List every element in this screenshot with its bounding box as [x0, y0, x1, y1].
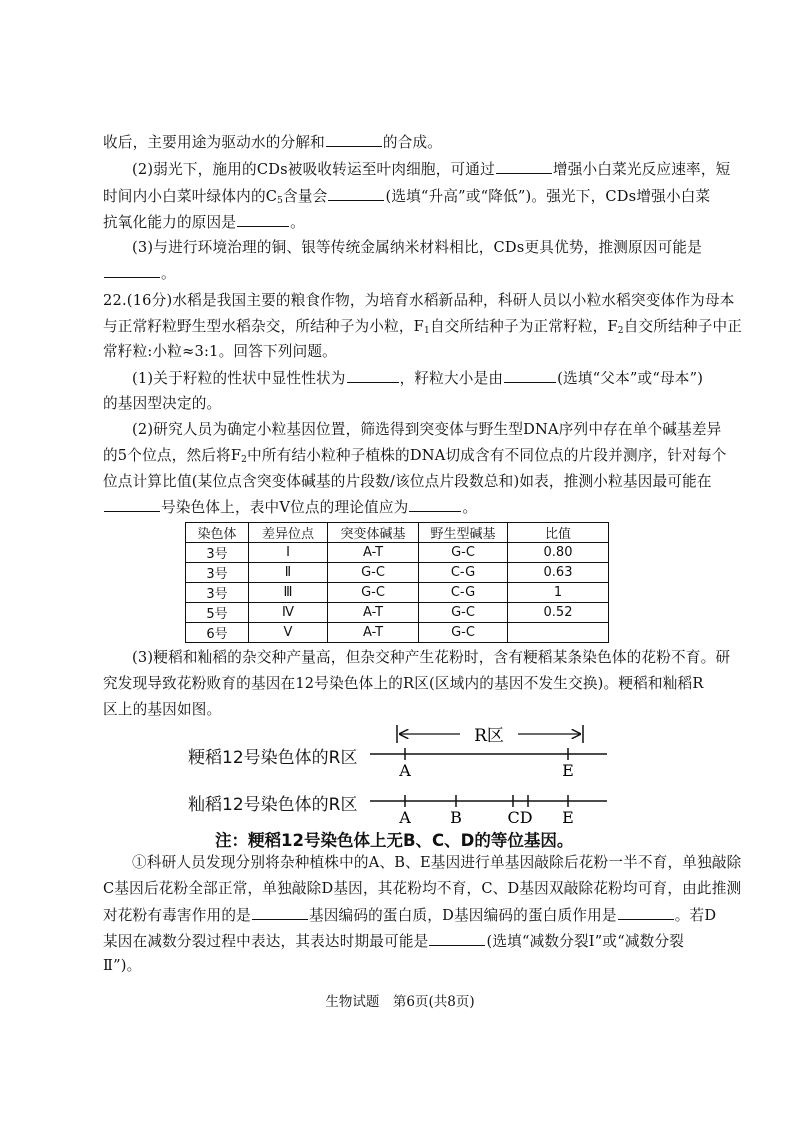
- text-line: 的5个位点，然后将$F_2$中所有结小粒种子植株的DNA切成含有不同位点的片段并测序，针对每个: [103, 447, 727, 465]
- table-cell: 3号: [186, 543, 249, 563]
- table-row: [186, 543, 609, 563]
- table-cell: G-C: [328, 583, 419, 603]
- answer-blank[interactable]: [252, 905, 308, 920]
- table-cell: 0.52: [508, 603, 609, 623]
- table-row: [186, 603, 609, 623]
- text-line: (3)粳稻和籼稻的杂交种产量高，但杂交种产生花粉时，含有粳稻某条染色体的花粉不育。研: [132, 649, 731, 666]
- table-cell: 0.80: [508, 543, 609, 563]
- indica-gene-a: A: [399, 808, 411, 827]
- text-line: (2)研究人员为确定小粒基因位置，筛选得到突变体与野生型DNA序列中存在单个碱基差异: [132, 421, 722, 438]
- text-line: (1)关于籽粒的性状中显性性状为 ，籽粒大小是由 (选填“父本”或“母本”): [132, 370, 704, 387]
- question-22-heading: 22.(16分)水稻是我国主要的粮食作物，为培育水稻新品种，科研人员以小粒水稻突变体作为母本: [103, 292, 735, 309]
- table-cell: 1: [508, 583, 609, 603]
- text-line: 位点计算比值(某位点含突变体碱基的片段数/该位点片段数总和)如表，推测小粒基因最可能在: [103, 473, 712, 490]
- text-line: 与正常籽粒野生型水稻杂交，所结种子为小粒，$F_1$自交所结种子为正常籽粒，$F_2$自交所结种子中正: [103, 318, 743, 336]
- japonica-gene-e: E: [562, 761, 574, 780]
- answer-blank[interactable]: [326, 132, 382, 147]
- text-line: 抗氧化能力的原因是 。: [103, 214, 305, 231]
- answer-blank[interactable]: [104, 497, 160, 512]
- table-cell: G-C: [419, 543, 508, 563]
- table-cell: C-G: [419, 563, 508, 583]
- japonica-label: 粳稻12号染色体的R区: [188, 748, 358, 768]
- table-cell: G-C: [328, 563, 419, 583]
- text-line: 对花粉有毒害作用的是 基因编码的蛋白质，D基因编码的蛋白质作用是 。若D: [103, 907, 717, 924]
- japonica-gene-a: A: [399, 761, 411, 780]
- text-line: 。: [103, 263, 699, 284]
- table-cell-blank: [508, 623, 609, 643]
- text-line: 收后，主要用途为驱动水的分解和 的合成。: [103, 134, 443, 151]
- text-line: C基因后花粉全部正常，单独敲除D基因，其花粉均不育，C、D基因双敲除花粉均可育，由此推测: [103, 880, 742, 897]
- text-line: 区上的基因如图。: [103, 701, 222, 718]
- text-line: 某因在减数分裂过程中表达，其表达时期最可能是 (选填“减数分裂Ⅰ”或“减数分裂: [103, 933, 685, 950]
- text-line: (3)与进行环境治理的铜、银等传统金属纳米材料相比，CDs更具优势，推测原因可能是: [132, 239, 703, 256]
- answer-blank[interactable]: [496, 159, 552, 174]
- table-cell: Ⅲ: [249, 583, 328, 603]
- indica-label: 籼稻12号染色体的R区: [188, 795, 358, 815]
- text-line: 的基因型决定的。: [103, 395, 222, 412]
- table-header: 突变体碱基: [328, 523, 419, 543]
- table-cell: Ⅴ: [249, 623, 328, 643]
- text-line: 时间内小白菜叶绿体内的$C_5$含量会 (选填“升高”或“降低”)。强光下，CDs增强小白菜: [103, 188, 711, 206]
- table-header: 差异位点: [249, 523, 328, 543]
- answer-blank[interactable]: [328, 186, 384, 201]
- indica-gene-b: B: [450, 808, 462, 827]
- table-cell: A-T: [328, 603, 419, 623]
- text-line: 常籽粒:小粒≈3:1。回答下列问题。: [103, 343, 337, 360]
- table-row: [186, 563, 609, 583]
- answer-blank[interactable]: [409, 497, 461, 512]
- table-cell: 5号: [186, 603, 249, 623]
- text-line: 号染色体上，表中V位点的理论值应为 。: [103, 497, 699, 518]
- table-cell: 6号: [186, 623, 249, 643]
- answer-blank[interactable]: [237, 212, 289, 227]
- answer-blank[interactable]: [504, 368, 556, 383]
- table-cell: A-T: [328, 543, 419, 563]
- table-header: 染色体: [186, 523, 249, 543]
- table-cell: 0.63: [508, 563, 609, 583]
- table-cell: Ⅱ: [249, 563, 328, 583]
- table-cell: 3号: [186, 583, 249, 603]
- table-header: 野生型碱基: [419, 523, 508, 543]
- table-cell: C-G: [419, 583, 508, 603]
- table-cell: Ⅳ: [249, 603, 328, 623]
- text-line: (2)弱光下，施用的CDs被吸收转运至叶肉细胞，可通过 增强小白菜光反应速率，短: [132, 161, 731, 178]
- region-label: R区: [474, 726, 504, 746]
- indica-gene-cd: CD: [507, 808, 533, 827]
- table-cell: A-T: [328, 623, 419, 643]
- text-line: Ⅱ”)。: [103, 957, 142, 974]
- table-row: [186, 583, 609, 603]
- table-header-row: [186, 523, 609, 543]
- table-cell: 3号: [186, 563, 249, 583]
- answer-blank[interactable]: [618, 905, 674, 920]
- table-cell: G-C: [419, 603, 508, 623]
- answer-blank[interactable]: [104, 263, 160, 278]
- table-header: 比值: [508, 523, 609, 543]
- answer-blank[interactable]: [429, 931, 485, 946]
- text-line: ①科研人员发现分别将杂种植株中的A、B、E基因进行单基因敲除后花粉一半不育，单独敲除: [132, 854, 742, 871]
- table-cell: G-C: [419, 623, 508, 643]
- table-cell: Ⅰ: [249, 543, 328, 563]
- answer-blank[interactable]: [347, 368, 399, 383]
- text-line: 究发现导致花粉败育的基因在12号染色体上的R区(区域内的基因不发生交换)。粳稻和籼稻R: [103, 675, 704, 692]
- page-footer: 生物试题 第6页(共8页): [325, 994, 475, 1010]
- indica-gene-e: E: [562, 808, 574, 827]
- diagram-note: 注：粳稻12号染色体上无B、C、D的等位基因。: [215, 831, 574, 850]
- table-row: [186, 623, 609, 643]
- site-ratio-table: [185, 522, 609, 643]
